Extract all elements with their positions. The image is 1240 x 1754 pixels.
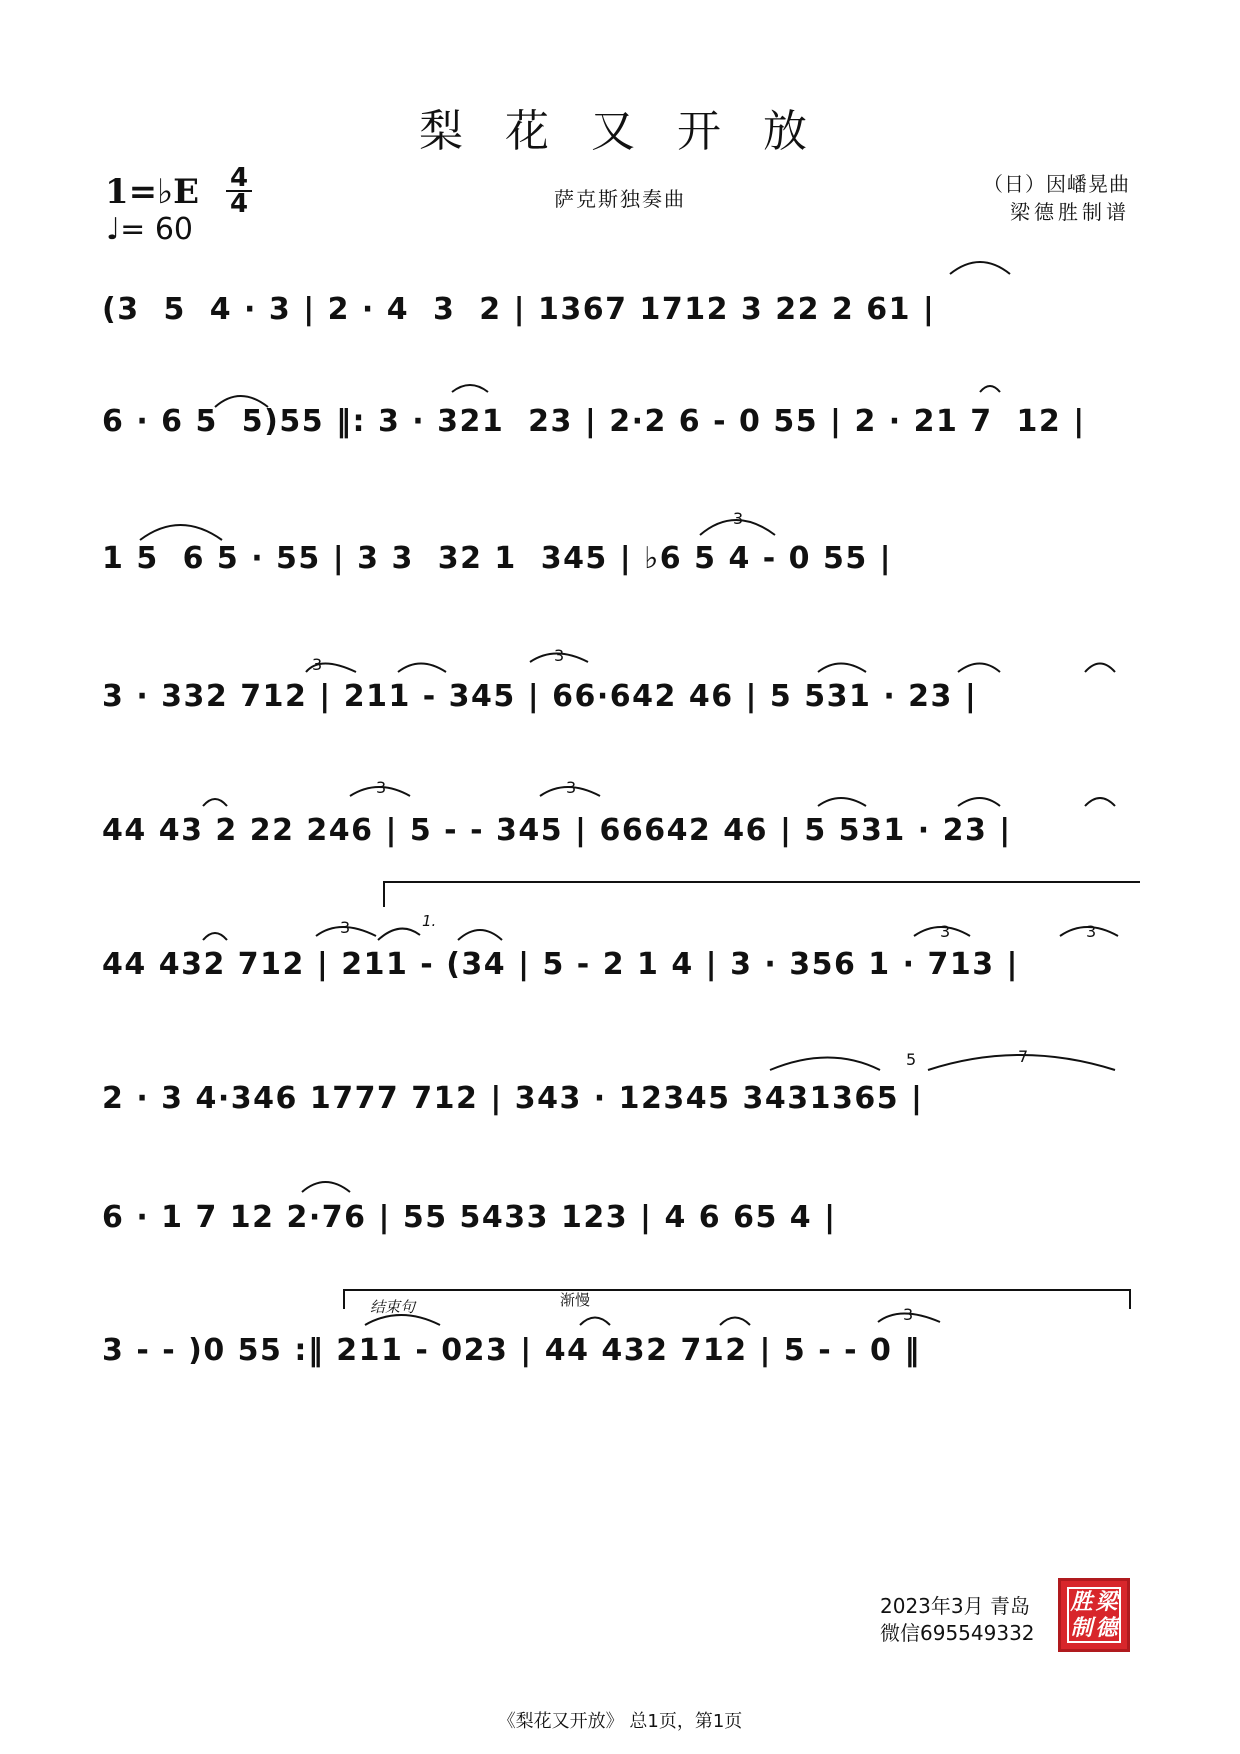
slur bbox=[1085, 798, 1115, 806]
seal-char: 制 bbox=[1070, 1615, 1093, 1641]
slur bbox=[818, 798, 866, 806]
slur bbox=[140, 525, 222, 540]
tuplet-arc bbox=[878, 1314, 940, 1323]
song-subtitle: 萨克斯独奏曲 bbox=[554, 187, 686, 211]
footer-wechat: 微信695549332 bbox=[880, 1621, 1035, 1645]
tuplet-arc bbox=[928, 1055, 1115, 1070]
composer-credit: （日）因嶓晃曲 bbox=[983, 172, 1130, 196]
slur bbox=[950, 262, 1010, 274]
page-info: 《梨花又开放》 总1页，第1页 bbox=[497, 1711, 743, 1732]
seal-char: 胜 bbox=[1070, 1589, 1093, 1615]
tuplet-number: 7 bbox=[1018, 1047, 1029, 1066]
slur bbox=[203, 933, 227, 940]
tuplet-arc bbox=[540, 787, 600, 796]
slur bbox=[452, 385, 488, 392]
slur bbox=[215, 396, 268, 407]
ending-label: 结束句 bbox=[370, 1298, 416, 1316]
slur bbox=[818, 664, 866, 673]
tuplet-arc bbox=[306, 664, 356, 673]
tuplet-arc bbox=[1060, 927, 1118, 936]
tuplet-arc bbox=[316, 927, 376, 936]
score-line-5: 44 43 2 22 246 | 5 - - 345 | 66642 46 | 5 531 · 23 | bbox=[102, 813, 1012, 848]
tuplet-number: 3 bbox=[1086, 922, 1097, 941]
slur bbox=[1085, 664, 1115, 673]
tuplet-number: 3 bbox=[554, 646, 565, 665]
slur bbox=[958, 798, 1000, 806]
tuplet-arc bbox=[530, 654, 588, 663]
seal-stamp bbox=[1058, 1578, 1130, 1652]
score-line-8: 6 · 1 7 12 2·76 | 55 5433 123 | 4 6 65 4 | bbox=[102, 1200, 837, 1235]
tuplet-number: 3 bbox=[340, 918, 351, 937]
time-signature-beats: 4 bbox=[229, 163, 249, 193]
tuplet-arc bbox=[700, 520, 775, 535]
seal-char: 德 bbox=[1095, 1615, 1118, 1641]
slur bbox=[458, 930, 502, 940]
tuplet-number: 3 bbox=[312, 655, 323, 674]
slur bbox=[980, 386, 1000, 392]
tuplet-arc bbox=[770, 1058, 880, 1071]
score-line-2: 6 · 6 5 5)55 ‖: 3 · 321 23 | 2·2 6 - 0 55 | 2 · 21 7 12 | bbox=[102, 404, 1086, 439]
song-title: 梨 花 又 开 放 bbox=[419, 106, 821, 157]
volta-number: 1. bbox=[422, 912, 437, 930]
first-ending-bracket bbox=[384, 882, 1140, 907]
slur bbox=[958, 664, 1000, 673]
score-line-9: 3 - - )0 55 :‖ 211 - 023 | 44 432 712 | 5 - - 0 ‖ bbox=[102, 1333, 921, 1368]
score-line-3: 1 5 6 5 · 55 | 3 3 32 1 345 | ♭6 5 4 - 0 55 | bbox=[102, 541, 893, 576]
key-signature: 1=♭E bbox=[105, 172, 200, 212]
score-line-4: 3 · 332 712 | 211 - 345 | 66·642 46 | 5 531 · 23 | bbox=[102, 679, 978, 714]
slur bbox=[720, 1318, 750, 1326]
score-line-6: 44 432 712 | 211 - (34 | 5 - 2 1 4 | 3 · 356 1 · 713 | bbox=[102, 947, 1019, 982]
arranger-credit: 梁德胜制谱 bbox=[1010, 200, 1130, 224]
slur bbox=[203, 799, 227, 806]
tuplet-number: 3 bbox=[733, 509, 744, 528]
tuplet-arc bbox=[350, 787, 410, 796]
tuplet-arc bbox=[914, 927, 970, 936]
tuplet-number: 3 bbox=[566, 778, 577, 797]
tuplet-number: 3 bbox=[940, 922, 951, 941]
seal-char: 梁 bbox=[1095, 1589, 1118, 1615]
slur bbox=[302, 1182, 350, 1192]
tuplet-number: 3 bbox=[903, 1305, 914, 1324]
footer-date: 2023年3月 青岛 bbox=[880, 1594, 1030, 1618]
ending-bracket bbox=[344, 1290, 1130, 1309]
slur bbox=[378, 929, 420, 940]
time-signature-unit: 4 bbox=[226, 190, 252, 216]
ritardando-label: 渐慢 bbox=[560, 1291, 591, 1309]
slur bbox=[398, 664, 446, 673]
tuplet-number: 5 bbox=[906, 1050, 917, 1069]
score-line-7: 2 · 3 4·346 1777 712 | 343 · 12345 3431365 | bbox=[102, 1081, 924, 1116]
tuplet-number: 3 bbox=[376, 778, 387, 797]
slur bbox=[580, 1318, 610, 1326]
tempo-marking: ♩= 60 bbox=[106, 212, 193, 247]
score-line-1: (3 5 4 · 3 | 2 · 4 3 2 | 1367 1712 3 22 2 61 | bbox=[102, 292, 936, 327]
